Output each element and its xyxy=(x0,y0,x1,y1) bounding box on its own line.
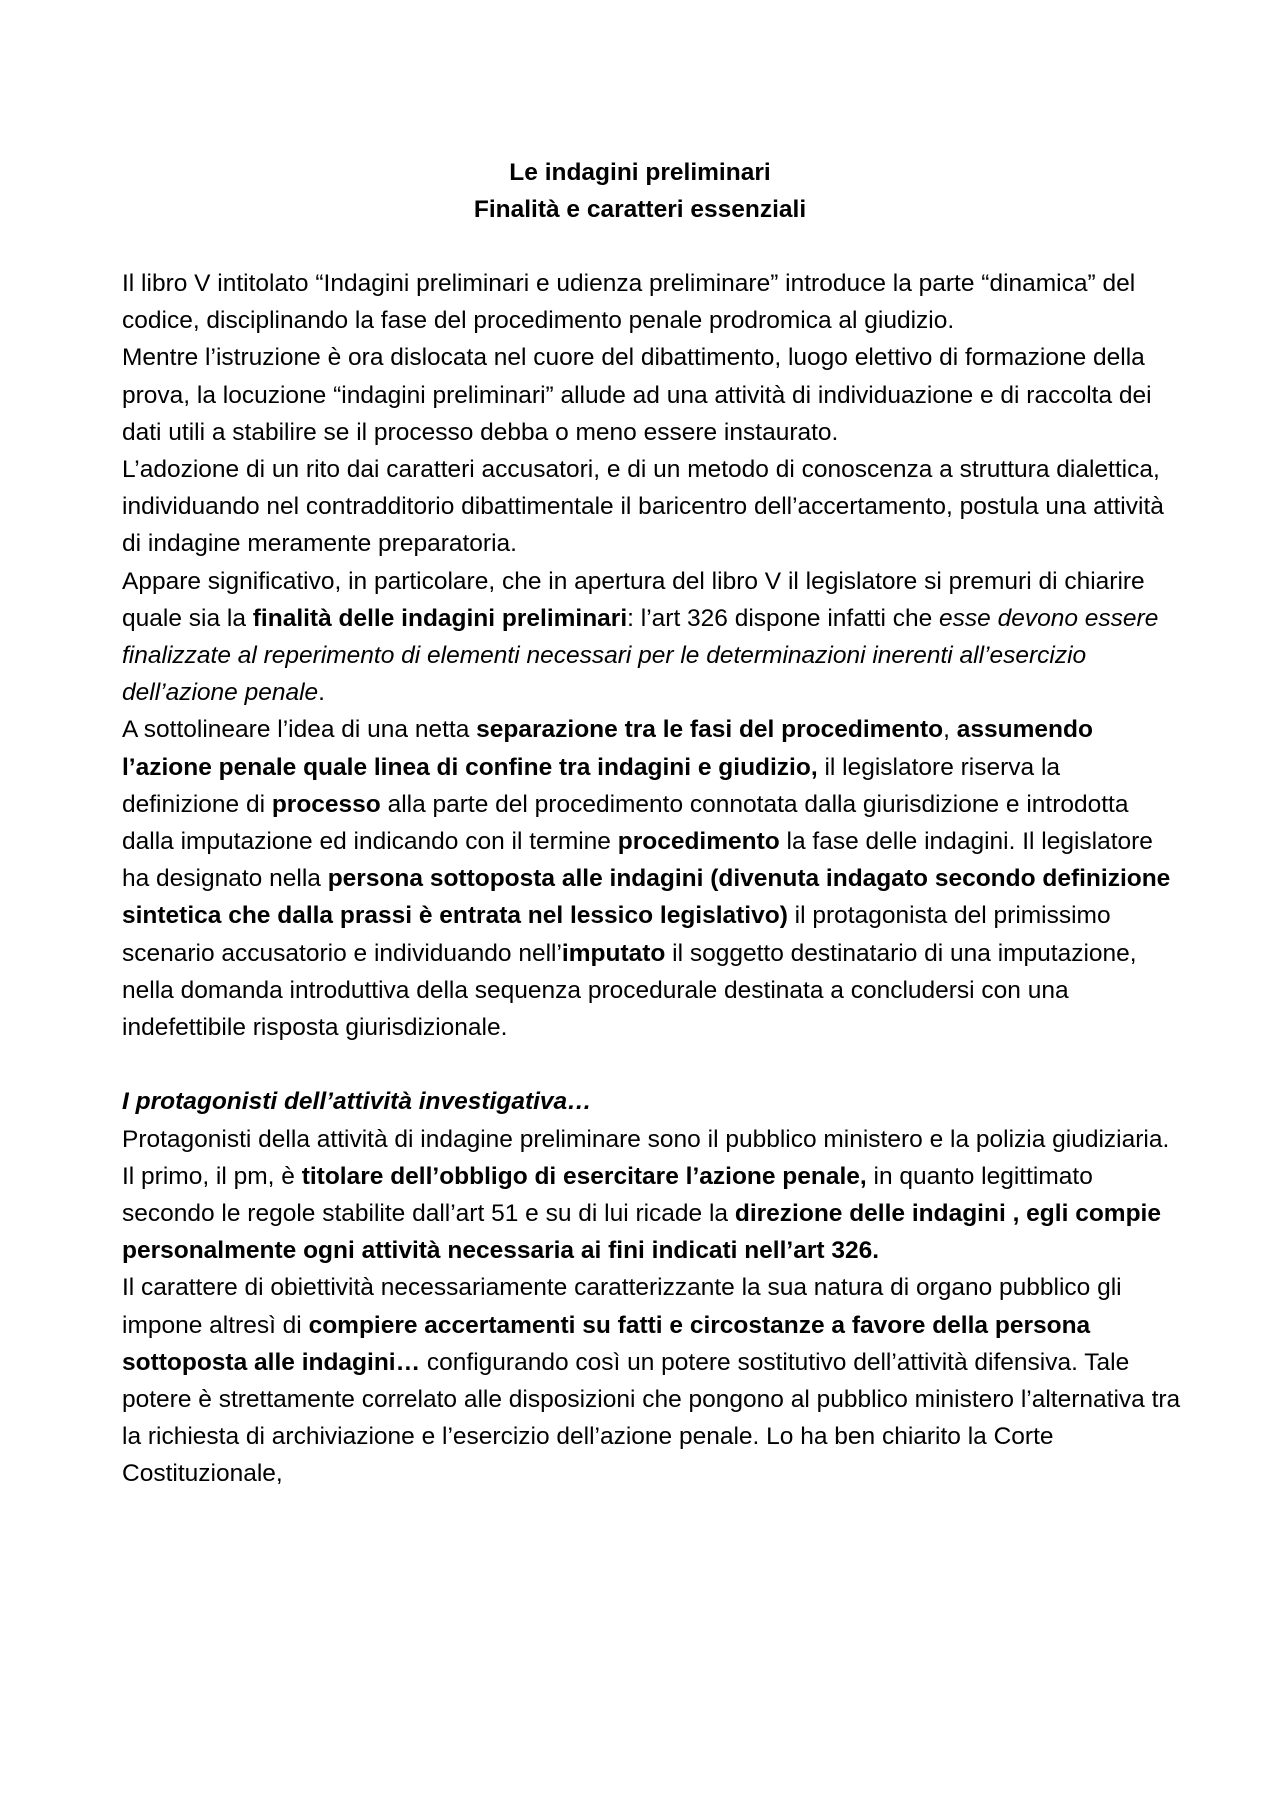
italic-text: esse devono essere finalizzate al reperimento di elementi necessari per le determinazioni inerenti all’esercizio dell’azione penale xyxy=(122,604,1159,707)
section-heading xyxy=(122,1083,1182,1120)
bold-text: finalità delle indagini preliminari xyxy=(252,604,628,632)
text-run: il legislatore riserva la definizione di xyxy=(122,753,1061,818)
bold-text: imputato xyxy=(561,939,666,967)
text-run: Il primo, il pm, è xyxy=(122,1162,302,1190)
paragraph xyxy=(122,1269,1182,1492)
text-run: Appare significativo, in particolare, che in apertura del libro V il legislatore si premuri di chiarire quale sia la xyxy=(122,567,1145,632)
paragraph xyxy=(122,563,1182,712)
bold-text: titolare dell’obbligo di esercitare l’azione penale, xyxy=(301,1162,867,1190)
bold-text: processo xyxy=(271,790,381,818)
text-run: la fase delle indagini. Il legislatore ha designato nella xyxy=(122,828,1153,893)
text-run: alla parte del procedimento connotata dalla giurisdizione e introdotta dalla imputazione ed indicando con il termine xyxy=(122,790,1129,856)
bold-text: compiere accertamenti su fatti e circostanze a favore della persona sottoposta alle indagini… xyxy=(122,1311,1091,1376)
paragraph-gap xyxy=(122,1046,1182,1083)
text-run: in quanto legittimato secondo le regole stabilite dall’art 51 e su di lui ricade la xyxy=(122,1162,1093,1228)
text-run: A sottolineare l’idea di una netta xyxy=(122,716,477,744)
heading-text: I protagonisti dell’attività investigativa… xyxy=(122,1088,592,1116)
text-run: , xyxy=(943,716,957,744)
bold-text: direzione delle indagini , egli compie personalmente ogni attività necessaria ai fini indicati nell’art 326. xyxy=(122,1200,1161,1265)
bold-text: separazione tra le fasi del procedimento xyxy=(476,716,944,744)
text-run: il protagonista del primissimo scenario accusatorio e individuando nell’ xyxy=(122,902,1111,967)
text-run: il soggetto destinatario di una imputazione, nella domanda introduttiva della sequenza procedurale destinata a concludersi con una indefettibile risposta giurisdizionale. xyxy=(122,939,1137,1042)
document-title: Le indagini preliminari xyxy=(509,159,771,186)
bold-text: procedimento xyxy=(617,828,780,856)
bold-text: persona sottoposta alle indagini (divenuta indagato secondo definizione sintetica che dalla prassi è entrata nel lessico legislativo) xyxy=(122,865,1171,930)
paragraph: Protagonisti della attività di indagine preliminare sono il pubblico ministero e la polizia giudiziaria. xyxy=(122,1125,1170,1153)
paragraph: Il libro V intitolato “Indagini preliminari e udienza preliminare” introduce la parte “dinamica” del codice, disciplinando la fase del procedimento penale prodromica al giudizio. xyxy=(122,270,1136,335)
text-run: Il carattere di obiettività necessariamente caratterizzante la sua natura di organo pubblico gli impone altresì di xyxy=(122,1274,1122,1339)
document-body xyxy=(122,265,1182,1493)
paragraph xyxy=(122,711,1182,1046)
text-run: . xyxy=(318,679,325,707)
text-run: : l’art 326 dispone infatti che xyxy=(627,604,940,632)
paragraph xyxy=(122,1158,1182,1270)
document-subtitle: Finalità e caratteri essenziali xyxy=(473,196,807,223)
paragraph: Mentre l’istruzione è ora dislocata nel cuore del dibattimento, luogo elettivo di formazione della prova, la locuzione “indagini preliminari” allude ad una attività di individuazione e di raccolta dei dati utili a stabilire se il processo debba o meno essere instaurato. xyxy=(122,344,1152,446)
bold-text: assumendo l’azione penale quale linea di confine tra indagini e giudizio, xyxy=(122,716,1093,781)
text-run: configurando così un potere sostitutivo dell’attività difensiva. Tale potere è strettamente correlato alle disposizioni che pongono al pubblico ministero l’alternativa tra la richiesta di archiviazione e l’esercizio dell’azione penale. Lo ha ben chiarito la Corte Costituzionale, xyxy=(122,1348,1181,1488)
paragraph: L’adozione di un rito dai caratteri accusatori, e di un metodo di conoscenza a struttura dialettica, individuando nel contradditorio dibattimentale il baricentro dell’accertamento, postula una attività di indagine meramente preparatoria. xyxy=(122,456,1164,558)
